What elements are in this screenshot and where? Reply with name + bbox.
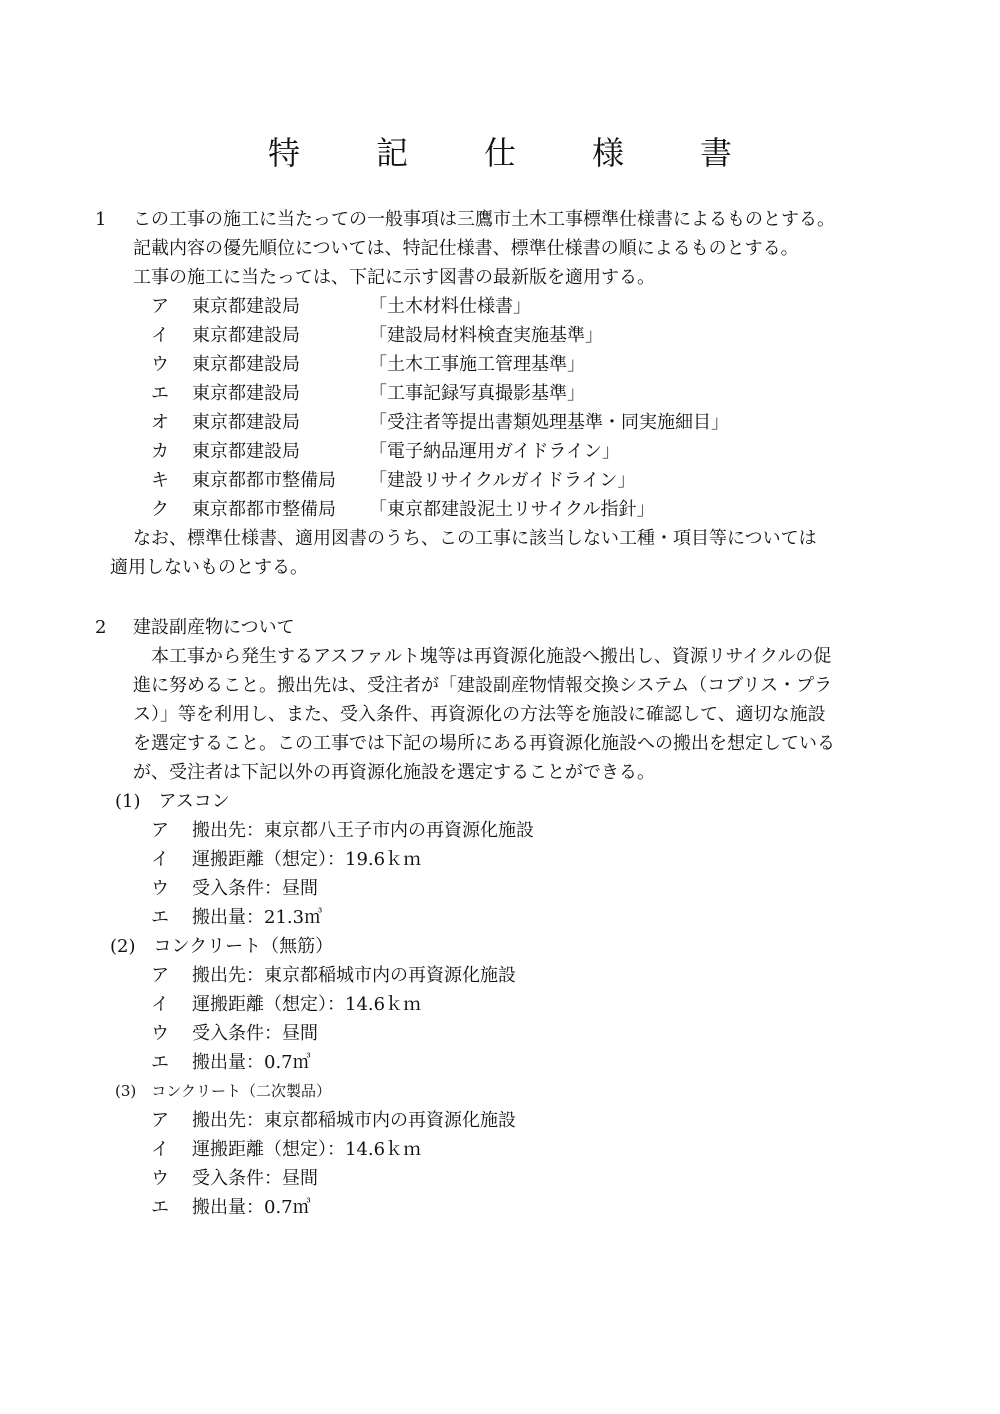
item-row-text: 搬出量：21.3㎥: [192, 907, 323, 928]
reference-org: 東京都建設局: [192, 383, 300, 404]
reference-doc: 「建設リサイクルガイドライン」: [369, 470, 636, 491]
item-heading: (2) コンクリート（無筋）: [110, 936, 334, 957]
document-title: 特 記 仕 様 書: [267, 134, 754, 172]
item-row-label: ウ: [151, 1168, 169, 1189]
reference-doc: 「工事記録写真撮影基準」: [369, 383, 585, 404]
reference-org: 東京都都市整備局: [192, 470, 336, 491]
section1-line: 工事の施工に当たっては、下記に示す図書の最新版を適用する。: [133, 267, 655, 288]
reference-label: イ: [151, 325, 169, 346]
item-row-text: 搬出量：0.7㎥: [192, 1197, 311, 1218]
reference-doc: 「建設局材料検査実施基準」: [369, 325, 603, 346]
item-heading: (1) アスコン: [115, 791, 230, 812]
item-row-label: ア: [151, 820, 169, 841]
reference-label: キ: [151, 470, 169, 491]
item-row-label: エ: [151, 1197, 169, 1218]
reference-label: エ: [151, 383, 169, 404]
reference-org: 東京都建設局: [192, 441, 300, 462]
item-row-text: 受入条件：昼間: [192, 1168, 318, 1189]
reference-label: ク: [151, 499, 169, 520]
section2-body-line: 本工事から発生するアスファルト塊等は再資源化施設へ搬出し、資源リサイクルの促: [151, 646, 832, 667]
reference-label: ウ: [151, 354, 169, 375]
item-heading: (3) コンクリート（二次製品）: [115, 1082, 331, 1100]
item-row-label: イ: [151, 849, 169, 870]
item-row-label: ウ: [151, 1023, 169, 1044]
section2-body-line: を選定すること。この工事では下記の場所にある再資源化施設への搬出を想定している: [133, 733, 835, 754]
section1-line: 記載内容の優先順位については、特記仕様書、標準仕様書の順によるものとする。: [133, 238, 799, 259]
reference-label: カ: [151, 441, 169, 462]
reference-org: 東京都建設局: [192, 296, 300, 317]
reference-doc: 「土木工事施工管理基準」: [369, 354, 585, 375]
item-row-text: 搬出先：東京都稲城市内の再資源化施設: [192, 1110, 516, 1131]
item-row-label: ウ: [151, 878, 169, 899]
section2-number: 2: [95, 617, 107, 638]
item-row-text: 受入条件：昼間: [192, 1023, 318, 1044]
reference-org: 東京都建設局: [192, 325, 300, 346]
reference-org: 東京都建設局: [192, 412, 300, 433]
reference-doc: 「東京都建設泥土リサイクル指針」: [369, 499, 655, 520]
section1-number: 1: [95, 209, 107, 230]
section2-body-line: が、受注者は下記以外の再資源化施設を選定することができる。: [133, 762, 655, 783]
item-row-text: 運搬距離（想定）：19.6ｋｍ: [192, 849, 422, 870]
item-row-label: イ: [151, 1139, 169, 1160]
reference-org: 東京都都市整備局: [192, 499, 336, 520]
section2-heading: 建設副産物について: [133, 617, 295, 638]
item-row-text: 受入条件：昼間: [192, 878, 318, 899]
item-row-text: 搬出量：0.7㎥: [192, 1052, 311, 1073]
section2-body-line: ス）」等を利用し、また、受入条件、再資源化の方法等を施設に確認して、適切な施設: [133, 704, 826, 725]
item-row-text: 搬出先：東京都稲城市内の再資源化施設: [192, 965, 516, 986]
item-row-label: ア: [151, 1110, 169, 1131]
item-row-label: ア: [151, 965, 169, 986]
reference-doc: 「電子納品運用ガイドライン」: [369, 441, 620, 462]
item-row-text: 搬出先：東京都八王子市内の再資源化施設: [192, 820, 534, 841]
item-row-text: 運搬距離（想定）：14.6ｋｍ: [192, 1139, 422, 1160]
item-row-label: イ: [151, 994, 169, 1015]
reference-label: ア: [151, 296, 169, 317]
item-row-label: エ: [151, 1052, 169, 1073]
reference-doc: 「受注者等提出書類処理基準・同実施細目」: [369, 412, 729, 433]
item-row-text: 運搬距離（想定）：14.6ｋｍ: [192, 994, 422, 1015]
section1-line: この工事の施工に当たっての一般事項は三鷹市土木工事標準仕様書によるものとする。: [133, 209, 835, 230]
reference-doc: 「土木材料仕様書」: [369, 296, 531, 317]
section2-body-line: 進に努めること。搬出先は、受注者が「建設副産物情報交換システム（コブリス・プラ: [133, 675, 833, 696]
reference-org: 東京都建設局: [192, 354, 300, 375]
section1-note: 適用しないものとする。: [110, 557, 308, 578]
section1-note: なお、標準仕様書、適用図書のうち、この工事に該当しない工種・項目等については: [133, 528, 817, 549]
item-row-label: エ: [151, 907, 169, 928]
reference-label: オ: [151, 412, 169, 433]
